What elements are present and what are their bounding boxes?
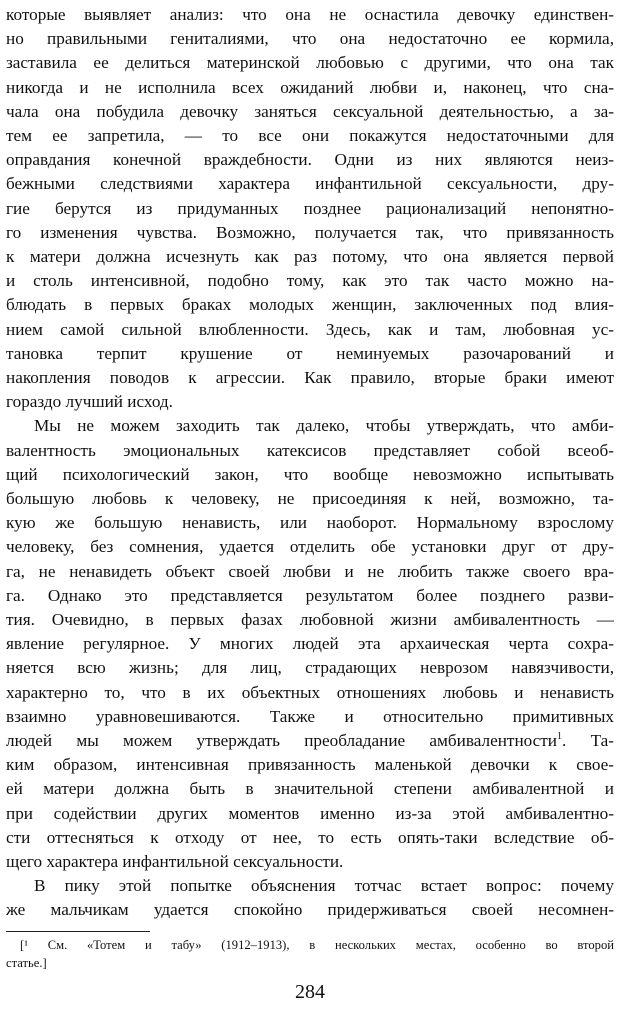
text-line: большую любовь к человеку, не присоединяя к ней, возможно, та- [6,489,614,508]
text-line: при содействии других моментов именно из-за этой амбивалентно- [6,803,614,823]
text-line: же мальчикам удается спокойно придерживаться своей несомнен- [6,900,614,920]
text-line: кую же большую ненависть, или наоборот. Нормальному взрослому [6,513,614,533]
text-segment: . Та- [562,731,614,750]
text-line: никогда и не исполнила всех ожиданий любви и, наконец, что сна- [6,77,614,97]
text-line: га, не ненавидеть объект своей любви и не любить также своего вра- [6,561,614,581]
text-line: чала она побудила девочку заняться сексуальной деятельностью, а за- [6,101,614,121]
text-line: щий психологический закон, что вообще невозможно испытывать [6,464,614,484]
paragraph-end-line: щего характера инфантильной сексуальности. [6,852,344,871]
text-line: га. Однако это представляется результатом более позднего разви- [6,585,614,605]
footnote-reference: 1 [557,731,563,742]
text-segment: людей мы можем утверждать преобладание амбивалентности [6,731,558,750]
text-line: тем ее запретила, — то все они покажутся недостаточными для [6,126,614,145]
text-line: ей матери должна быть в значительной степени амбивалентной и [6,779,614,799]
text-line: бежными следствиями характера инфантильной сексуальности, дру- [6,174,614,194]
paragraph-start-line: Мы не можем заходить так далеко, чтобы утверждать, что амби- [34,416,614,436]
text-line: к матери должна исчезнуть как раз потому, что она является первой [6,247,614,266]
text-line: взаимно уравновешиваются. Также и относительно примитивных [6,706,614,726]
text-line: го изменения чувства. Возможно, получается так, что привязанность [6,222,614,242]
text-line: ким образом, интенсивная привязанность маленькой девочки к свое- [6,755,614,775]
text-line: накопления поводов к агрессии. Как правило, вторые браки имеют [6,368,614,387]
text-line-with-footnote-ref [6,729,614,753]
text-line: и столь интенсивной, подобно тому, как это так часто можно на- [6,271,614,291]
text-line: сти оттесняться к отходу от нее, то есть опять-таки вследствие об- [6,827,614,847]
text-line: оправдания конечной враждебности. Одни из них являются неиз- [6,150,614,170]
text-line: характерно то, что в их объектных отношениях любовь и ненависть [6,682,614,702]
footnote-divider [6,931,150,932]
text-line: тия. Очевидно, в первых фазах любовной жизни амбивалентность — [6,610,614,629]
text-line: заставила ее делиться материнской любовью с другими, что она так [6,53,614,73]
text-line: которые выявляет анализ: что она не оснастила девочку единствен- [6,5,614,24]
text-line: няется всю жизнь; для лиц, страдающих неврозом навязчивости, [6,658,614,678]
text-line: но правильными гениталиями, что она недостаточно ее кормила, [6,29,614,49]
text-line: человеку, без сомнения, удается отделить обе установки друг от дру- [6,537,614,557]
text-line: валентность эмоциональных катексисов представляет собой всеоб- [6,440,614,460]
paragraph-start-line: В пику этой попытке объяснения тотчас встает вопрос: почему [34,876,614,896]
paragraph-end-line: гораздо лучший исход. [6,392,173,412]
footnote-line: статье.] [6,955,47,970]
text-line: гие берутся из придуманных позднее рационализаций непонятно- [6,198,614,218]
text-line: нием самой сильной влюбленности. Здесь, как и там, любовная ус- [6,319,614,339]
text-line: блюдать в первых браках молодых женщин, заключенных под влия- [6,295,614,315]
text-line: тановка терпит крушение от неминуемых разочарований и [6,343,614,363]
text-line: явление регулярное. У многих людей эта архаическая черта сохра- [6,634,614,654]
footnote-line: [¹ См. «Тотем и табу» (1912–1913), в нескольких местах, особенно во второй [20,937,614,952]
page-number: 284 [295,980,325,1003]
